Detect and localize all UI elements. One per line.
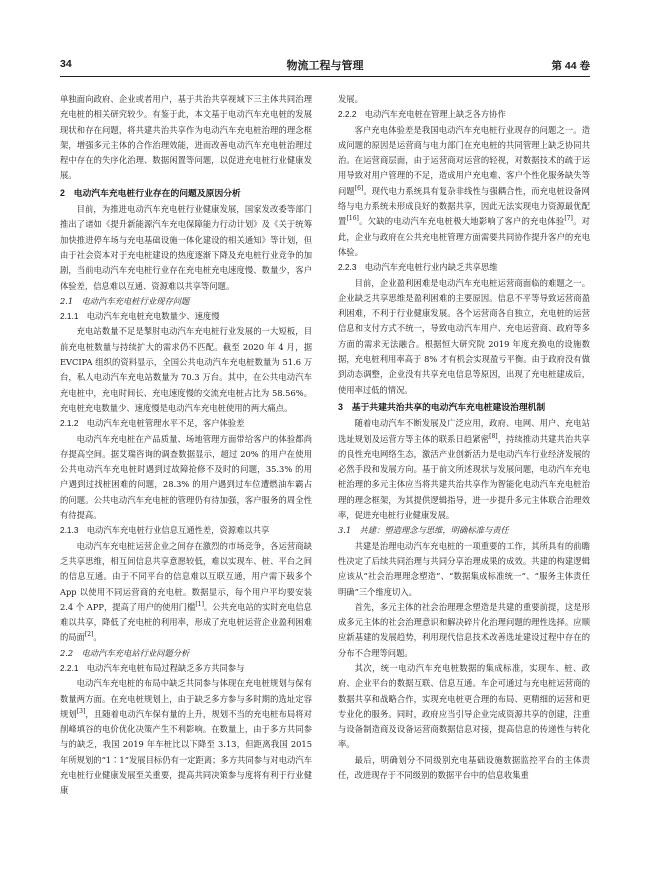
subsection-2-2-1-heading: 2.2.1 电动汽车充电桩布局过程缺乏多方共同参与 <box>60 662 245 673</box>
text-run: 电动汽车充电桩的布局中缺乏共同参与体现在充电桩规划与保有数量两方面。在充电桩规划上，由于缺乏多方参与多时期的选址定容规划 <box>60 678 312 719</box>
subsection-2-2-3-paragraph: 目前，企业盈利困难是电动汽车充电桩运营商面临的难题之一。企业缺乏共享思维是盈利困难的主要原因。信息不平等导致运营商盈利困难，不利于行业健康发展。各个运营商各自独立，充电桩的运营信息和支付方式不统一，导致电动汽车用户、充电运营商、政府等多方面的需求无法融合。根据恒大研究院 2019 年度充换电的设施数据，充电桩利用率高于 8% 才有机会实现盈亏平衡。由于政府没有做到动态调整，企业没有共享充电信息等原因，出现了充电桩建成后，使用率过低的情况。 <box>338 277 590 395</box>
subsection-2-2-1-paragraph <box>60 676 312 798</box>
subsection-3-1-paragraph-3: 其次，统一电动汽车充电桩数据的集成标准，实现车、桩、政府、企业平台的数据互联、信息互通。车企可通过与充电桩运营商的数据共享和战略合作，实现充电桩更合理的布局、更精细的运营和更专业化的服务。同时，政府应当引导企业完成资源共享的创建，注重与设备制造商及设备运营商数据信息对接，提高信息的传递性与转化率。 <box>338 662 590 750</box>
text-run: 。对此，企业与政府在公共充电桩管理方面需要共同协作提升客户的充电体验。 <box>338 216 590 257</box>
page-number: 34 <box>60 58 72 70</box>
subsection-2-2-3-heading: 2.2.3 电动汽车充电桩行业内缺乏共享思维 <box>338 262 498 273</box>
citation: [7] <box>564 215 573 223</box>
text-run: 。公共充电站的实时充电信息难以共享，降低了充电桩的利用率，形成了充电桩运营企业盈利困难的局面 <box>60 601 312 643</box>
text-run: 。 <box>93 632 102 643</box>
intro-paragraph: 单独面向政府、企业或者用户，基于共治共享视域下三主体共同治理充电桩的相关研究较少。有鉴于此，本文基于电动汽车充电桩的发展现状和存在问题，将共建共治共享作为电动汽车充电桩治理的理念框架，增强多元主体的合作治理效能，进而改善电动汽车充电桩治理过程中存在的失序化治理、数据闲置等问题，以促进充电桩行业健康发展。 <box>60 94 312 181</box>
subsection-2-1-1-paragraph: 充电站数量不足是掣肘电动汽车充电桩行业发展的一大短板，目前充电桩数量与持续扩大的需求仍不匹配。截至 2020 年 4 月，据 EVCIPA 组织的资料显示，全国公共电动汽车充电桩数量为 51.6 万台，私人电动汽车充电站数量为 70.3 万台。其中，在公共电动汽车充电桩中，充电时间长、充电速度慢的交流充电桩占比为 58.56%。充电桩充电数量少、速度慢是电动汽车充电桩使用的两大痛点。 <box>60 326 312 413</box>
left-column <box>60 92 312 799</box>
text-run: 电动汽车充电桩运营企业之间存在激烈的市场竞争，各运营商缺乏共享思维，相互间信息共享意愿较低，难以实现车、桩、平台之间的信息互通。由于不同平台的信息难以互联互通，用户需下载多个 App 以使用不同运营商的充电桩。数据显示，每个用户平均要安装 2.4 个 APP，提高了用户的使用门槛 <box>60 540 312 612</box>
text-run: 。现代电力系统具有复杂非线性与强耦合性，而充电桩设备网络与电力系统未形成良好的数据共享，因此无法实现电力资源最优配置 <box>338 185 590 227</box>
text-run: ，持续推动共建共治共享的良性充电网络生态，激活产业创新活力是电动汽车行业经济发展的必然手段和发展方向。基于前文所述现状与发展问题，电动汽车充电桩治理的多元主体应当将共建共治共享作为智能化电动汽车充电桩治理的理念框架，为其提供逻辑指导，进一步提升多元主体联合治理效率，促进充电桩行业健康发展。 <box>338 433 590 521</box>
text-run: 。欠缺的电动汽车充电桩极大地影响了客户的充电体验 <box>358 216 565 227</box>
citation: [2] <box>84 631 94 639</box>
section-2-heading: 2 电动汽车充电桩行业存在的问题及原因分析 <box>60 187 241 198</box>
subsection-3-1-paragraph-2: 首先，多元主体的社会治理理念塑造是共建的重要前提，这是形成多元主体的社会治理意识和解决碎片化治理问题的理性选择。应顺应新基建的发展趋势，利用现代信息技术改善选址建设过程中存在的分布不合理等问题。 <box>338 601 590 658</box>
subsection-3-1-paragraph-1: 共建是治理电动汽车充电桩的一项重要的工作，其所具有的前瞻性决定了后续共同治理与共同分享治理成果的成效。共建的构建逻辑应该从“社会治理理念塑造”、“数据集成标准统一”、“服务主体责任明确”三个维度切入。 <box>338 540 590 597</box>
subsection-2-1-heading: 2.1 电动汽车充电桩行业现存问题 <box>60 295 190 306</box>
subsection-3-1-heading: 3.1 共建：塑造理念与思维，明确标准与责任 <box>338 525 509 536</box>
running-header <box>60 56 590 77</box>
right-column <box>338 92 590 783</box>
subsection-2-1-2-paragraph: 电动汽车充电桩在产品质量、场地管理方面带给客户的体验都尚存提高空间。据艾瑞咨询的调查数据显示，超过 20% 的用户在使用公共电动汽车充电桩时遇到过故障抢修不及时的问题，35.3% 的用户遇到过找桩困难的问题，28.3% 的用户遇到过车位遭燃油车霸占的问题。公共电动汽车充电桩的管理仍有待加强，客户服务的周全性有待提高。 <box>60 433 312 521</box>
citation: [1] <box>195 601 204 609</box>
subsection-3-1-paragraph-4: 最后，明确划分不同级别充电基础设施数据监控平台的主体责任，改进现存于不同级别的数据平台中的信息收集重 <box>338 754 590 781</box>
subsection-2-1-2-heading: 2.1.2 电动汽车充电桩管理水平不足，客户体验差 <box>60 418 245 429</box>
subsection-2-2-2-paragraph <box>338 123 590 261</box>
subsection-2-2-heading: 2.2 电动汽车充电站行业问题分析 <box>60 647 190 658</box>
text-run: 客户充电体验差是我国电动汽车充电桩行业现存的问题之一。造成问题的原因是运营商与电力部门在充电桩的共同管理上缺乏协同共治。在运营商层面，由于运营商对运营的轻视，对数据技术的疏于运用导致对用户管理的不足，造成用户充电难、客户个性化服务缺失等问题 <box>338 124 590 196</box>
text-run: 随着电动汽车不断发展及广泛应用，政府、电网、用户、充电站选址规划及运营方等主体的联系日趋紧密 <box>338 418 590 444</box>
citation: [8] <box>489 432 498 440</box>
citation: [3] <box>76 708 86 716</box>
text-run: ，且随着电动汽车保有量的上升，规划不当的充电桩布局将对削峰填谷的电价优化决策产生不利影响。在数量上，由于多方共同参与的缺乏，我国 2019 年车桩比以下降至 3.13，但距离我国 2015 年所规划的“1∶1”发展目标仍有一定距离；多方共同参与对电动汽车充电桩行业健康发展至关重要，提高共同决策参与度将有利于行业健康 <box>60 708 312 796</box>
section-2-paragraph: 目前，为推进电动汽车充电桩行业健康发展，国家发改委等部门推出了诸如《提升新能源汽车充电保障能力行动计划》及《关于统筹加快推进停车场与充电基础设施一体化建设的相关通知》等计划，但由于社会资本对于充电桩建设的热度逐渐下降及充电桩行业竞争的加剧，当前电动汽车充电桩行业存在充电桩充电速度慢、数量少，客户体验差，信息难以互通、资源难以共享等问题。 <box>60 204 312 291</box>
subsection-2-2-2-heading: 2.2.2 电动汽车充电桩在管理上缺乏各方协作 <box>338 109 506 120</box>
citation: [16] <box>346 215 359 223</box>
journal-title: 物流工程与管理 <box>286 60 364 72</box>
citation: [6] <box>354 185 364 193</box>
section-3-paragraph <box>338 416 590 523</box>
subsection-2-1-3-paragraph <box>60 539 312 646</box>
continued-paragraph: 发展。 <box>338 94 363 104</box>
section-3-heading: 3 基于共建共治共享的电动汽车充电桩建设治理机制 <box>338 401 546 412</box>
volume-label: 第 44 卷 <box>551 60 590 72</box>
subsection-2-1-3-heading: 2.1.3 电动汽车充电桩行业信息互通性差，资源难以共享 <box>60 525 270 536</box>
subsection-2-1-1-heading: 2.1.1 电动汽车充电桩充电数量少、速度慢 <box>60 311 220 322</box>
